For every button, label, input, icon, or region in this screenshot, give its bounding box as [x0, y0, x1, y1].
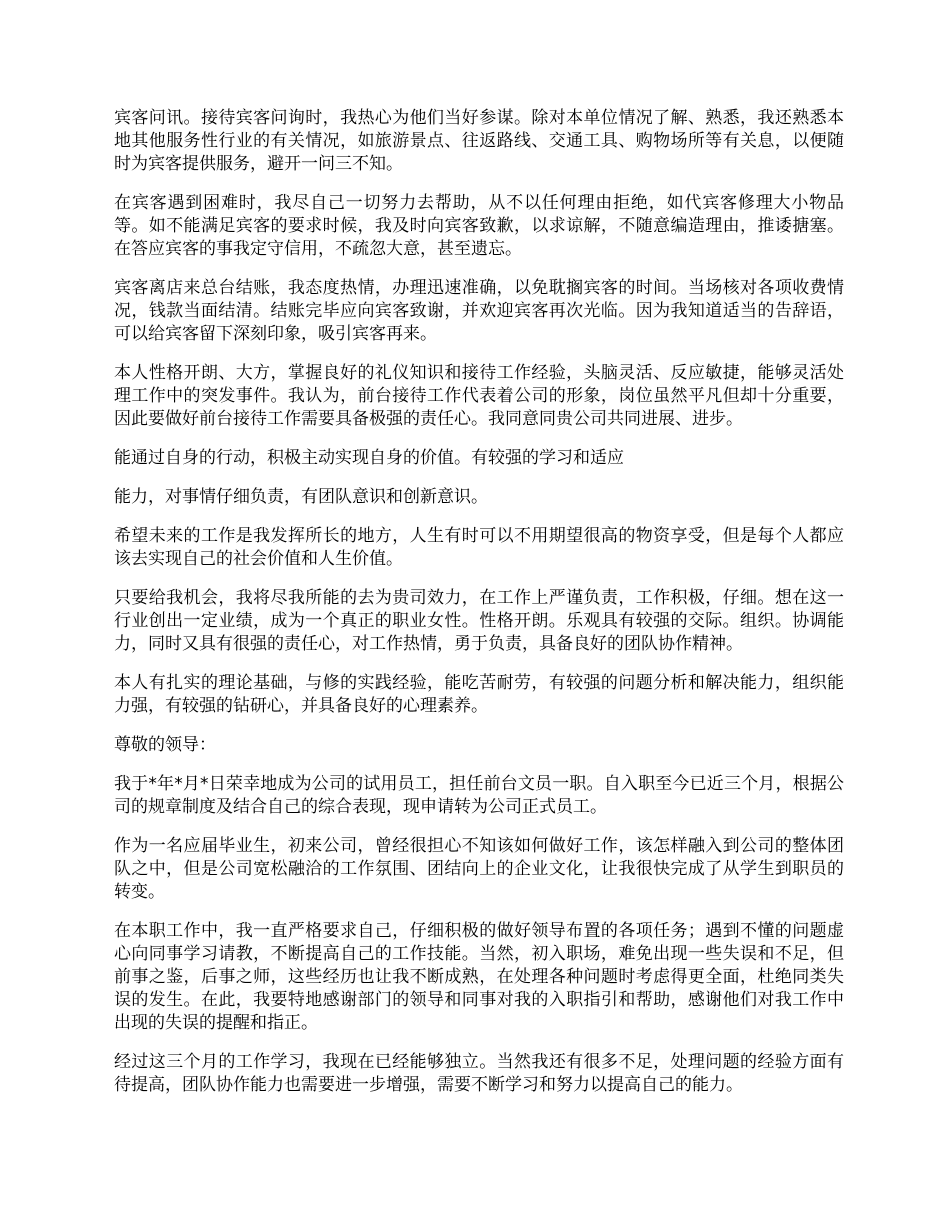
- paragraph-personality: 本人性格开朗、大方，掌握良好的礼仪知识和接待工作经验，头脑灵活、反应敏捷，能够灵活处理工作中的突发事件。我认为，前台接待工作代表着公司的形象，岗位虽然平凡但却十分重要，因此要做好前台接待工作需要具备极强的责任心。我同意同贵公司共同进展、进步。: [114, 363, 844, 429]
- paragraph-future-hope: 希望未来的工作是我发挥所长的地方，人生有时可以不用期望很高的物资享受，但是每个人都应该去实现自己的社会价值和人生价值。: [114, 526, 844, 569]
- paragraph-opportunity: 只要给我机会，我将尽我所能的去为贵司效力，在工作上严谨负责，工作积极，仔细。想在这一行业创出一定业绩，成为一个真正的职业女性。性格开朗。乐观具有较强的交际。组织。协调能力，同时又具有很强的责任心，对工作热情，勇于负责，具备良好的团队协作精神。: [114, 588, 844, 654]
- document-body: [114, 107, 844, 1113]
- paragraph-guest-inquiry: 宾客问讯。接待宾客问询时，我热心为他们当好参谋。除对本单位情况了解、熟悉，我还熟悉本地其他服务性行业的有关情况，如旅游景点、往返路线、交通工具、购物场所等有关息，以便随时为宾客提供服务，避开一问三不知。: [114, 108, 844, 174]
- paragraph-ability: 能力，对事情仔细负责，有团队意识和创新意识。: [114, 487, 488, 507]
- paragraph-foundation: 本人有扎实的理论基础，与修的实践经验，能吃苦耐劳，有较强的问题分析和解决能力，组织能力强，有较强的钻研心，并具备良好的心理素养。: [114, 673, 844, 716]
- paragraph-guest-difficulty: 在宾客遇到困难时，我尽自己一切努力去帮助，从不以任何理由拒绝，如代宾客修理大小物品等。如不能满足宾客的要求时候，我及时向宾客致歉，以求谅解，不随意编造理由，推诿搪塞。在答应宾客的事我定守信用，不疏忽大意，甚至遗忘。: [114, 193, 844, 259]
- paragraph-self-value: 能通过自身的行动，积极主动实现自身的价值。有较强的学习和适应: [114, 448, 624, 468]
- paragraph-work-duties: 在本职工作中，我一直严格要求自己，仔细积极的做好领导布置的各项任务；遇到不懂的问题虚心向同事学习请教，不断提高自己的工作技能。当然，初入职场，难免出现一些失误和不足，但前事之鉴，后事之师，这些经历也让我不断成熟，在处理各种问题时考虑得更全面，杜绝同类失误的发生。在此，我要特地感谢部门的领导和同事对我的入职指引和帮助，感谢他们对我工作中出现的失误的提醒和指正。: [114, 921, 844, 1033]
- paragraph-checkout: 宾客离店来总台结账，我态度热情，办理迅速准确，以免耽搁宾客的时间。当场核对各项收费情况，钱款当面结清。结账完毕应向宾客致谢，并欢迎宾客再次光临。因为我知道适当的告辞语，可以给宾客留下深刻印象，吸引宾客再来。: [114, 278, 844, 344]
- paragraph-graduate: 作为一名应届毕业生，初来公司，曾经很担心不知该如何做好工作，该怎样融入到公司的整体团队之中，但是公司宽松融洽的工作氛围、团结向上的企业文化，让我很快完成了从学生到职员的转变。: [114, 836, 844, 902]
- paragraph-salutation: 尊敬的领导：: [114, 735, 216, 755]
- paragraph-probation: 我于*年*月*日荣幸地成为公司的试用员工，担任前台文员一职。自入职至今已近三个月，根据公司的规章制度及结合自己的综合表现，现申请转为公司正式员工。: [114, 774, 844, 817]
- paragraph-three-months: 经过这三个月的工作学习，我现在已经能够独立。当然我还有很多不足，处理问题的经验方面有待提高，团队协作能力也需要进一步增强，需要不断学习和努力以提高自己的能力。: [114, 1052, 844, 1095]
